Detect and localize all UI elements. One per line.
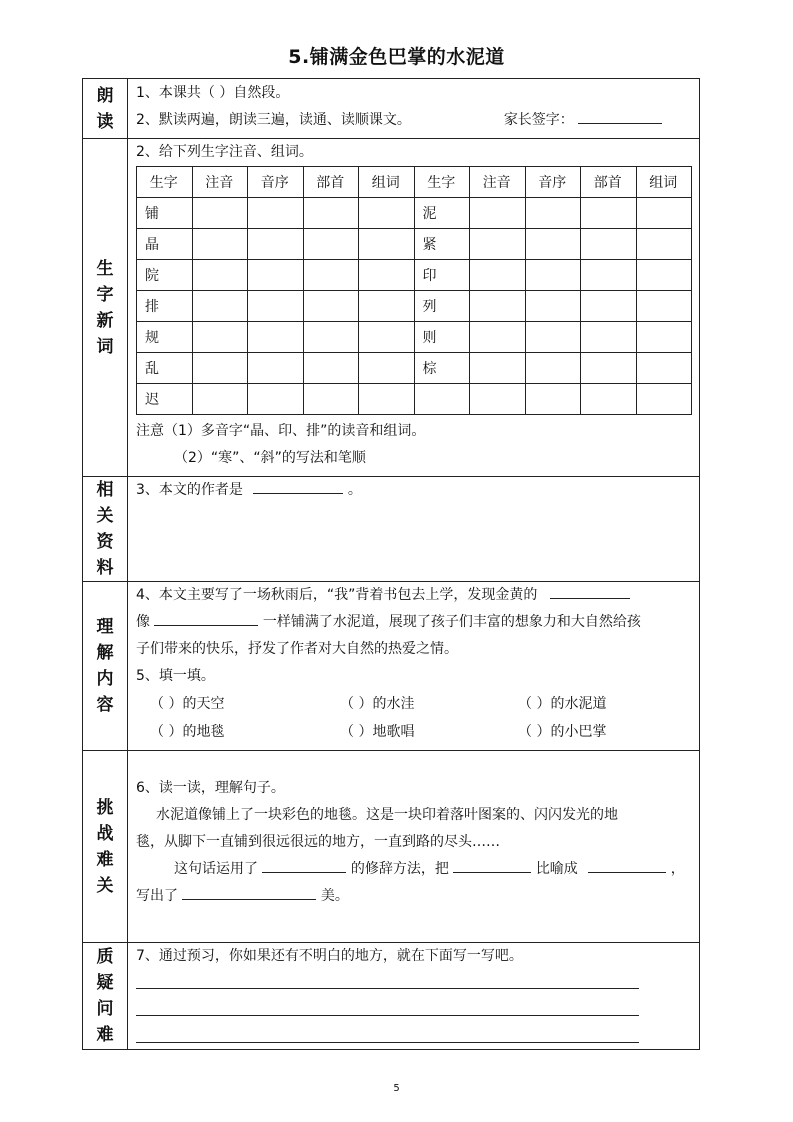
answer-cell[interactable] (192, 353, 248, 384)
answer-cell[interactable] (525, 198, 581, 229)
table-row (137, 384, 692, 415)
answer-cell[interactable] (303, 198, 359, 229)
answer-cell[interactable] (303, 260, 359, 291)
answer-cell[interactable] (303, 229, 359, 260)
table-row (137, 260, 692, 291)
answer-cell[interactable] (192, 260, 248, 291)
answer-cell[interactable] (636, 291, 692, 322)
answer-cell[interactable] (303, 353, 359, 384)
answer-cell[interactable] (581, 322, 637, 353)
question-2-row: 2、默读两遍，朗读三遍，读通、读顺课文。 家长签字： (136, 107, 691, 134)
page-title: 5.铺满金色巴掌的水泥道 (288, 46, 505, 68)
question-4-line1: 4、本文主要写了一场秋雨后，“我”背着书包去上学，发现金黄的 (136, 582, 691, 609)
answer-line-2[interactable] (136, 989, 639, 1016)
table-row (137, 291, 692, 322)
answer-cell[interactable] (525, 353, 581, 384)
section-new-words (83, 139, 700, 477)
section-label-materials: 相 关 资 料 (83, 477, 128, 582)
answer-cell[interactable] (192, 384, 248, 415)
answer-cell[interactable] (359, 353, 415, 384)
section-reading (83, 79, 700, 139)
answer-cell[interactable] (470, 353, 526, 384)
section-label-understanding: 理 解 内 容 (83, 582, 128, 751)
answer-cell[interactable] (359, 291, 415, 322)
character-table (136, 166, 692, 415)
answer-cell[interactable] (248, 322, 304, 353)
section-label-new-words: 生 字 新 词 (83, 139, 128, 477)
section-label-questions: 质 疑 问 难 (83, 943, 128, 1050)
table-row (137, 353, 692, 384)
table-row (137, 229, 692, 260)
table-header-cell: 组词 (636, 167, 692, 198)
character-cell: 迟 (137, 384, 193, 415)
table-header-cell: 音序 (248, 167, 304, 198)
answer-cell[interactable] (636, 260, 692, 291)
answer-cell[interactable] (581, 198, 637, 229)
table-header-cell: 注音 (470, 167, 526, 198)
answer-cell[interactable] (248, 291, 304, 322)
question-6: 6、读一读，理解句子。 (136, 780, 285, 796)
parent-signature-label: 家长签字： (503, 112, 574, 128)
like-blank[interactable] (154, 609, 258, 626)
table-header-cell: 生字 (137, 167, 193, 198)
section-understanding (83, 582, 700, 751)
answer-cell[interactable] (303, 322, 359, 353)
question-4-line2: 像 一样铺满了水泥道，展现了孩子们丰富的想象力和大自然给孩 (136, 609, 691, 636)
character-cell: 铺 (137, 198, 193, 229)
answer-cell[interactable] (359, 322, 415, 353)
answer-cell[interactable] (303, 384, 359, 415)
section-label-challenge: 挑 战 难 关 (83, 751, 128, 943)
answer-cell[interactable] (525, 229, 581, 260)
character-cell: 列 (414, 291, 470, 322)
table-header-cell: 组词 (359, 167, 415, 198)
answer-cell[interactable] (248, 198, 304, 229)
answer-cell[interactable] (248, 384, 304, 415)
answer-cell[interactable] (581, 260, 637, 291)
fill-row-2: （ ）的地毯 （ ）地歌唱 （ ）的小巴掌 (150, 724, 607, 740)
subject-blank[interactable] (453, 856, 531, 873)
answer-cell[interactable] (192, 322, 248, 353)
rhetoric-question-2: 写出了 美。 (136, 883, 691, 910)
table-header-cell: 注音 (192, 167, 248, 198)
question-5: 5、填一填。 (136, 668, 215, 684)
answer-cell[interactable] (359, 229, 415, 260)
answer-cell[interactable] (359, 260, 415, 291)
beauty-blank[interactable] (182, 883, 316, 900)
preview-worksheet (82, 78, 700, 1050)
section-challenge (83, 751, 700, 943)
answer-cell[interactable] (470, 198, 526, 229)
author-blank[interactable] (253, 477, 343, 494)
question-1: 1、本课共（ ）自然段。 (136, 85, 290, 101)
answer-cell[interactable] (525, 260, 581, 291)
character-cell: 排 (137, 291, 193, 322)
answer-cell[interactable] (470, 384, 526, 415)
answer-cell[interactable] (303, 291, 359, 322)
answer-cell[interactable] (248, 229, 304, 260)
section-materials (83, 477, 700, 582)
character-cell: 泥 (414, 198, 470, 229)
answer-cell[interactable] (636, 384, 692, 415)
answer-cell[interactable] (470, 322, 526, 353)
answer-cell[interactable] (192, 291, 248, 322)
answer-cell[interactable] (636, 198, 692, 229)
page-number: 5 (393, 1083, 400, 1094)
table-header-cell: 生字 (414, 167, 470, 198)
answer-cell[interactable] (525, 384, 581, 415)
answer-cell[interactable] (525, 322, 581, 353)
answer-cell[interactable] (192, 198, 248, 229)
character-cell: 紧 (414, 229, 470, 260)
table-header-cell: 部首 (303, 167, 359, 198)
character-cell: 院 (137, 260, 193, 291)
answer-cell[interactable] (636, 229, 692, 260)
answer-cell[interactable] (248, 353, 304, 384)
answer-cell[interactable] (359, 384, 415, 415)
question-4-line3: 子们带来的快乐，抒发了作者对大自然的热爱之情。 (136, 641, 458, 657)
character-cell: 规 (137, 322, 193, 353)
answer-cell[interactable] (636, 353, 692, 384)
rhetoric-question: 这句话运用了 的修辞方法，把 比喻成 ， (136, 856, 691, 883)
passage-line2: 毯，从脚下一直铺到很远很远的地方，一直到路的尽头…… (136, 834, 500, 850)
answer-cell[interactable] (470, 260, 526, 291)
answer-cell[interactable] (359, 198, 415, 229)
answer-line-1[interactable] (136, 970, 639, 989)
table-row (137, 198, 692, 229)
character-cell: 印 (414, 260, 470, 291)
answer-cell[interactable] (525, 291, 581, 322)
note-strokes: （2）“寒”、“斜”的写法和笔顺 (174, 450, 366, 466)
character-cell: 则 (414, 322, 470, 353)
character-cell (414, 384, 470, 415)
table-row (137, 322, 692, 353)
answer-cell[interactable] (636, 322, 692, 353)
question-7: 7、通过预习，你如果还有不明白的地方，就在下面写一写吧。 (136, 948, 523, 964)
question-2-words: 2、给下列生字注音、组词。 (136, 144, 313, 160)
question-3: 3、本文的作者是 。 (136, 477, 691, 504)
answer-cell[interactable] (581, 353, 637, 384)
answer-line-3[interactable] (136, 1016, 639, 1043)
table-header-cell: 部首 (581, 167, 637, 198)
section-label-reading: 朗 读 (83, 79, 128, 139)
character-table-header (137, 167, 692, 198)
answer-cell[interactable] (581, 384, 637, 415)
section-questions (83, 943, 700, 1050)
passage-line1: 水泥道像铺上了一块彩色的地毯。这是一块印着落叶图案的、闪闪发光的地 (156, 807, 618, 823)
answer-cell[interactable] (581, 229, 637, 260)
answer-cell[interactable] (470, 229, 526, 260)
answer-cell[interactable] (581, 291, 637, 322)
object-blank[interactable] (588, 856, 666, 873)
answer-cell[interactable] (192, 229, 248, 260)
fill-row-1: （ ）的天空 （ ）的水洼 （ ）的水泥道 (150, 696, 607, 712)
character-cell: 棕 (414, 353, 470, 384)
character-cell: 乱 (137, 353, 193, 384)
rhetoric-blank[interactable] (262, 856, 346, 873)
answer-cell[interactable] (248, 260, 304, 291)
answer-cell[interactable] (470, 291, 526, 322)
golden-blank[interactable] (550, 582, 630, 599)
parent-signature-blank[interactable] (578, 107, 662, 124)
table-header-cell: 音序 (525, 167, 581, 198)
character-cell: 晶 (137, 229, 193, 260)
note-polyphonic: 注意（1）多音字“晶、印、排”的读音和组词。 (136, 423, 426, 439)
